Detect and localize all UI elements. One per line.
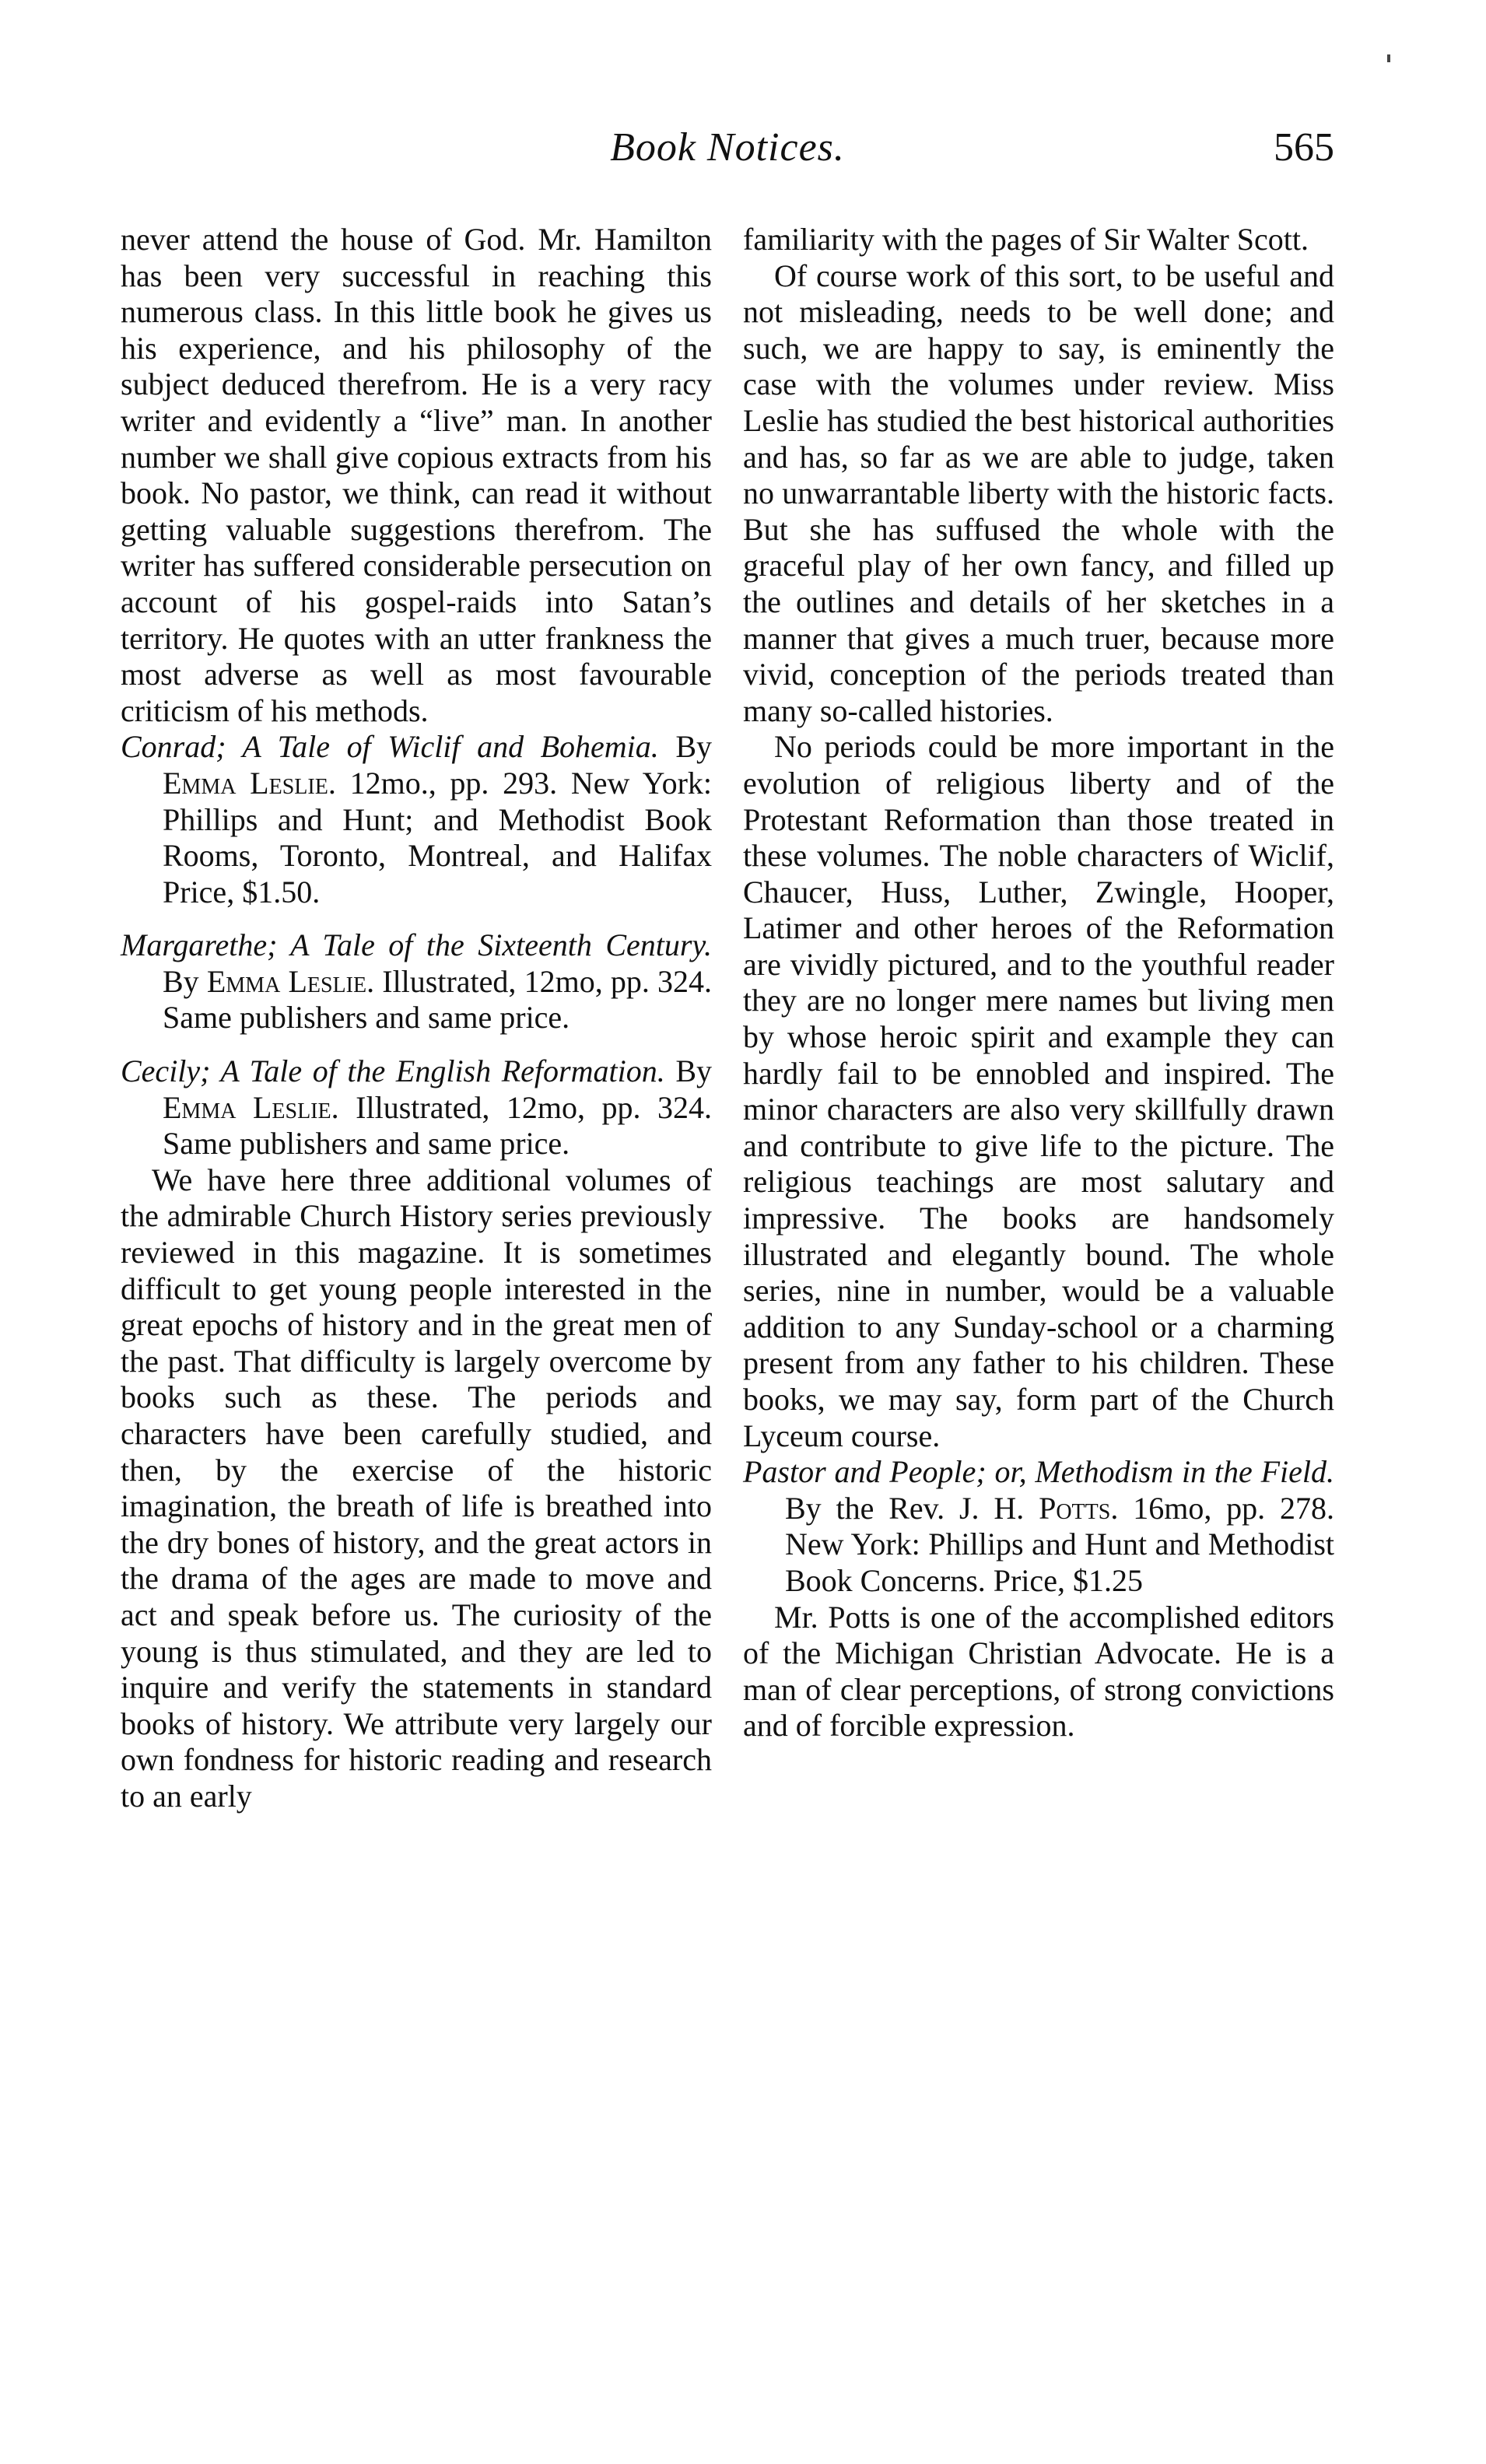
paragraph-continuation: familiarity with the pages of Sir Walter Scott. xyxy=(743,222,1309,257)
paragraph-hamilton-review: never attend the house of God. Mr. Hamilton has been very successful in reaching this numerous class. In this little book he gives us his experience, and his philosophy of the subject deduced therefrom. He is a very racy writer and evidently a “live” man. In another number we shall give copious extracts from his book. No pastor, we think, can read it without getting valuable suggestions therefrom. The writer has suffered considerable persecution on account of his gospel-raids into Satan’s territory. He quotes with an utter frankness the most adverse as well as most favourable criticism of his methods. xyxy=(121,222,712,728)
book-title: Cecily; A Tale of the English Reformation. xyxy=(121,1053,665,1089)
book-notice-pastor-and-people xyxy=(743,1454,1334,1599)
by-label: By the Rev. xyxy=(785,1490,945,1526)
by-label: By xyxy=(163,963,199,999)
book-author: Emma Leslie. xyxy=(163,1089,339,1125)
book-author: J. H. Potts. xyxy=(959,1490,1119,1526)
book-author: Emma Leslie. xyxy=(163,765,336,801)
book-author: Emma Leslie. xyxy=(206,963,375,999)
left-column xyxy=(121,222,712,1815)
right-column xyxy=(743,222,1334,1744)
book-details: Illustrated, 12mo, pp. 324. Same publishers and same price. xyxy=(163,1089,713,1162)
margin-speck xyxy=(1387,54,1390,62)
book-title: Pastor and People; or, Methodism in the Field. xyxy=(743,1454,1334,1490)
running-header xyxy=(121,124,1334,179)
paragraph-of-course: Of course work of this sort, to be useful and not misleading, needs to be well done; and such, we are happy to say, is eminently the case with the volumes under review. Miss Leslie has studied the best historical authorities and has, so far as we are able to judge, taken no unwarrantable liberty with the historic facts. But she has suffused the whole with the graceful play of her own fancy, and filled up the outlines and details of her sketches in a manner that gives a much truer, because more vivid, conception of the periods treated than many so-called histories. xyxy=(743,258,1334,728)
book-details: Illustrated, 12mo, pp. 324. Same publishers and same price. xyxy=(163,963,712,1036)
book-notice-margarethe xyxy=(121,927,712,1036)
book-title: Margarethe; A Tale of the Sixteenth Century. xyxy=(121,927,712,963)
by-label: By xyxy=(675,729,712,765)
paragraph-potts: Mr. Potts is one of the accomplished editors of the Michigan Christian Advocate. He is a man of clear perceptions, of strong convictions and of forcible expression. xyxy=(743,1599,1334,1744)
paragraph-series-review: We have here three additional volumes of the admirable Church History series previously reviewed in this magazine. It is sometimes difficult to get young people interested in the great epochs of history and in the great men of the past. That difficulty is largely overcome by books such as these. The periods and characters have been carefully studied, and then, by the exercise of the historic imagination, the breath of life is breathed into the dry bones of history, and the great actors in the drama of the ages are made to move and act and speak before us. The curiosity of the young is thus stimulated, and they are led to inquire and verify the statements in standard books of history. We attribute very largely our own fondness for historic reading and research to an early xyxy=(121,1162,712,1814)
running-title: Book Notices. xyxy=(610,125,845,170)
book-notice-cecily xyxy=(121,1053,712,1162)
by-label: By xyxy=(675,1053,713,1089)
paragraph-no-periods: No periods could be more important in the evolution of religious liberty and of the Protestant Reformation than those treated in these volumes. The noble characters of Wiclif, Chaucer, Huss, Luther, Zwingle, Hooper, Latimer and other heroes of the Reformation are vividly pictured, and to the youthful reader they are no longer mere names but living men by whose heroic spirit and example they can hardly fail to be ennobled and inspired. The minor characters are also very skillfully drawn and contribute to give life to the picture. The religious teachings are most salutary and impressive. The books are handsomely illustrated and elegantly bound. The whole series, nine in number, would be a valuable addition to any Sunday-school or a charming present from any father to his children. These books, we may say, form part of the Church Lyceum course. xyxy=(743,729,1334,1453)
book-notice-conrad xyxy=(121,729,712,910)
page-number: 565 xyxy=(1274,125,1334,170)
book-title: Conrad; A Tale of Wiclif and Bohemia. xyxy=(121,729,659,765)
book-details: 12mo., pp. 293. New York: Phillips and Hunt; and Methodist Book Rooms, Toronto, Montreal, and Halifax Price, $1.50. xyxy=(163,765,712,910)
book-details: 16mo, pp. 278. New York: Phillips and Hunt and Methodist Book Concerns. Price, $1.25 xyxy=(785,1490,1335,1598)
